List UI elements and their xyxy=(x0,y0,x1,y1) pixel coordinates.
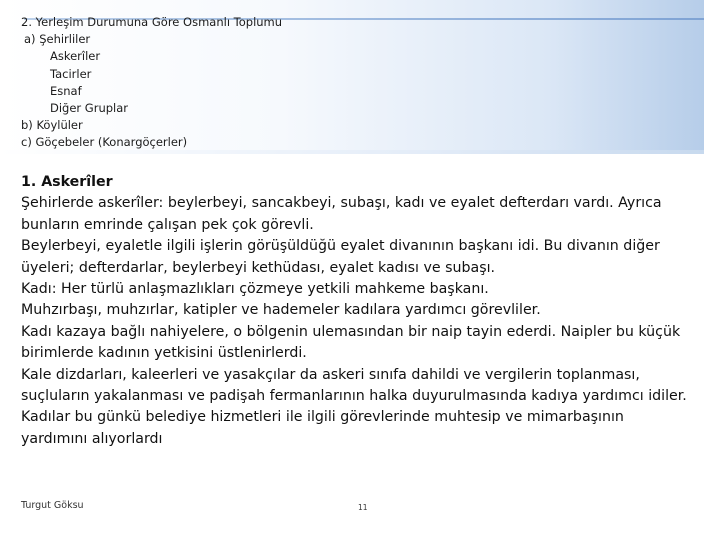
footer-author: Turgut Göksu xyxy=(21,500,84,511)
paragraph-beylerbeyi: Beylerbeyi, eyaletle ilgili işlerin görüşüldüğü eyalet divanının başkanı idi. Bu divanın diğer üyeleri; defterdarlar, beylerbeyi kethüdası, eyalet kadısı ve subaşı. xyxy=(21,238,660,276)
outline-item-gocebeler: c) Göçebeler (Konargöçerler) xyxy=(21,135,188,150)
outline-item-askeriler: Askerîler xyxy=(50,49,101,64)
paragraph-kadi: Kadı: Her türlü anlaşmazlıkları çözmeye yetkili mahkeme başkanı. xyxy=(21,281,489,298)
paragraph-muhzirbasi: Muhzırbaşı, muhzırlar, katipler ve hademeler kadılara yardımcı görevliler. xyxy=(21,302,541,319)
outline-item-sehirliler: a) Şehirliler xyxy=(24,32,91,47)
outline-list xyxy=(21,14,282,152)
main-content xyxy=(21,172,693,450)
paragraph-sehirlerde-askeriler: Şehirlerde askerîler: beylerbeyi, sancakbeyi, subaşı, kadı ve eyalet defterdarı vardı. Ayrıca bunların emrinde çalışan pek çok görevli. xyxy=(21,195,662,233)
paragraph-kadilar: Kadılar bu günkü belediye hizmetleri ile ilgili görevlerinde muhtesip ve mimarbaşının yardımını alıyorlardı xyxy=(21,409,624,447)
paragraph-kale-dizdarlari: Kale dizdarları, kaleerleri ve yasakçılar da askeri sınıfa dahildi ve vergilerin toplanması, suçluların yakalanması ve padişah fermanlarının halka duyurulmasında kadıya yardımcı idiler. xyxy=(21,366,687,405)
paragraph-naip: Kadı kazaya bağlı nahiyelere, o bölgenin ulemasından bir naip tayin ederdi. Naipler bu küçük birimlerde kadının yetkisini üstlenirlerdi. xyxy=(21,323,681,362)
outline-item-diger-gruplar: Diğer Gruplar xyxy=(50,101,129,116)
page-number: 11 xyxy=(358,503,368,512)
outline-item-koyluler: b) Köylüler xyxy=(21,118,83,133)
outline-title: 2. Yerleşim Durumuna Göre Osmanlı Toplumu xyxy=(21,15,283,29)
section-heading: 1. Askerîler xyxy=(21,174,113,190)
outline-item-esnaf: Esnaf xyxy=(50,83,82,98)
outline-item-tacirler: Tacirler xyxy=(50,66,92,81)
